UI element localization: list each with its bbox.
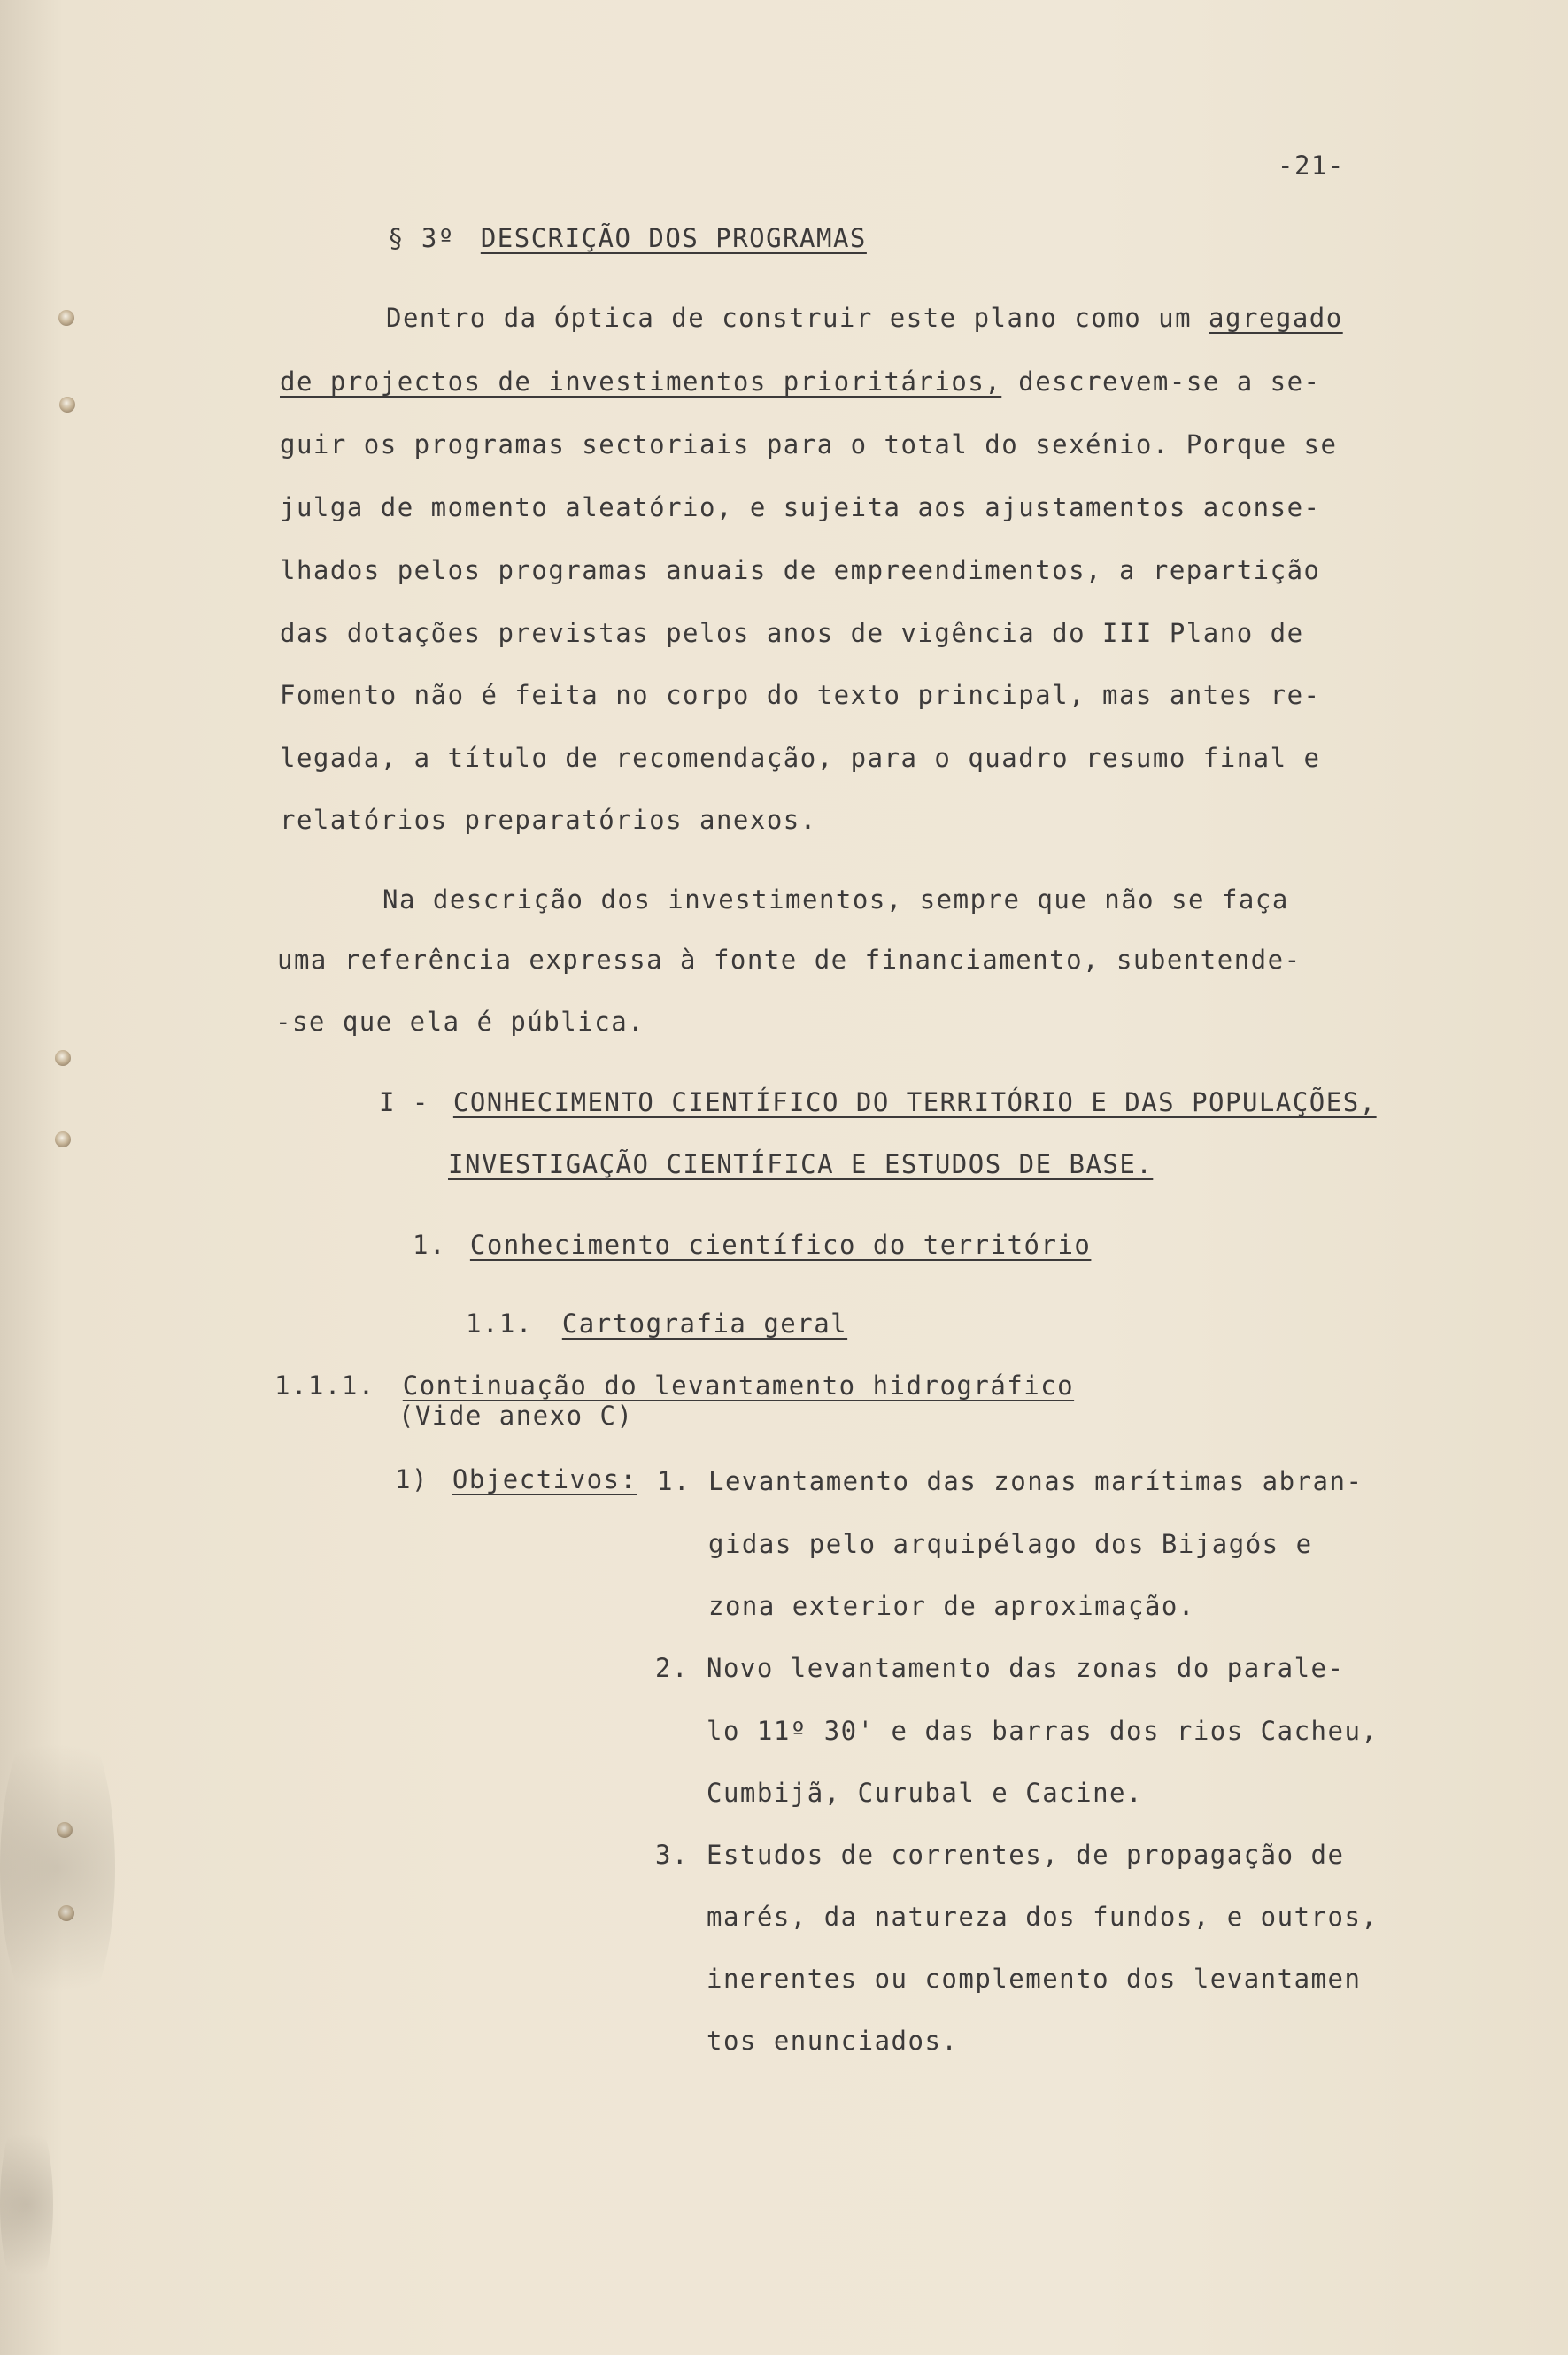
paragraph-line: -se que ela é pública.: [275, 1007, 645, 1037]
chapter-prefix: I -: [379, 1087, 429, 1117]
objective-line: marés, da natureza dos fundos, e outros,: [707, 1902, 1379, 1932]
objective-line: gidas pelo arquipélago dos Bijagós e: [708, 1529, 1313, 1559]
paragraph-line: Na descrição dos investimentos, sempre que não se faça: [382, 884, 1289, 915]
section-heading: [388, 223, 867, 253]
item-heading: [274, 1371, 1074, 1401]
item-note: (Vide anexo C): [398, 1401, 634, 1431]
subsection-number: 1.: [413, 1230, 446, 1260]
paragraph-line: [280, 367, 1321, 397]
objective-line: Estudos de correntes, de propagação de: [707, 1840, 1345, 1870]
item-number: 1.1.1.: [274, 1371, 375, 1401]
paragraph-line: julga de momento aleatório, e sujeita aos ajustamentos aconse-: [280, 492, 1321, 522]
chapter-title-continued: INVESTIGAÇÃO CIENTÍFICA E ESTUDOS DE BASE.: [448, 1149, 1154, 1179]
section-title: DESCRIÇÃO DOS PROGRAMAS: [480, 223, 867, 253]
section-prefix: § 3º: [388, 223, 455, 253]
objective-line: Levantamento das zonas marítimas abran-: [708, 1466, 1363, 1496]
binder-hole: [55, 1131, 71, 1147]
paragraph-line: legada, a título de recomendação, para o quadro resumo final e: [280, 743, 1321, 773]
chapter-title: CONHECIMENTO CIENTÍFICO DO TERRITÓRIO E DAS POPULAÇÕES,: [452, 1087, 1377, 1117]
paper-stain: [0, 2107, 53, 2302]
binder-hole: [58, 310, 74, 326]
paragraph-line: lhados pelos programas anuais de empreendimentos, a repartição: [280, 555, 1321, 585]
paragraph-text-underlined: de projectos de investimentos prioritários,: [280, 367, 1002, 397]
objectives-title: Objectivos:: [452, 1464, 637, 1494]
paragraph-text-underlined: agregado: [1209, 303, 1343, 333]
subsubsection-number: 1.1.: [466, 1309, 533, 1339]
objective-line: tos enunciados.: [707, 2026, 959, 2056]
subsubsection-title: Cartografia geral: [561, 1309, 848, 1339]
objective-line: zona exterior de aproximação.: [708, 1591, 1195, 1621]
paragraph-text: Dentro da óptica de construir este plano como um: [386, 303, 1193, 333]
binder-hole: [55, 1050, 71, 1066]
paragraph-line: [386, 303, 1343, 333]
objective-line: Cumbijã, Curubal e Cacine.: [707, 1778, 1143, 1808]
objective-number: 3.: [655, 1840, 689, 1870]
paper-stain: [0, 1700, 115, 2036]
objective-line: Novo levantamento das zonas do parale-: [707, 1653, 1345, 1683]
chapter-heading: [379, 1087, 1377, 1117]
objective-line: lo 11º 30' e das barras dos rios Cacheu,: [707, 1716, 1379, 1746]
objective-line: inerentes ou complemento dos levantamen: [707, 1964, 1362, 1994]
paragraph-line: guir os programas sectoriais para o total do sexénio. Porque se: [280, 429, 1338, 459]
paragraph-text: descrevem-se a se-: [1018, 367, 1321, 397]
subsubsection-heading: [466, 1309, 847, 1339]
binder-hole: [59, 397, 75, 413]
paragraph-line: das dotações previstas pelos anos de vigência do III Plano de: [280, 618, 1304, 648]
objective-number: 2.: [655, 1653, 689, 1683]
paragraph-line: uma referência expressa à fonte de financiamento, subentende-: [277, 945, 1302, 975]
paragraph-line: relatórios preparatórios anexos.: [280, 805, 817, 835]
page-number: -21-: [1278, 151, 1345, 181]
objectives-label: [395, 1464, 637, 1494]
objective-number: 1.: [657, 1466, 691, 1496]
item-title: Continuação do levantamento hidrográfico: [402, 1371, 1075, 1401]
paragraph-line: Fomento não é feita no corpo do texto principal, mas antes re-: [280, 680, 1321, 710]
subsection-heading: [413, 1230, 1091, 1260]
subsection-title: Conhecimento científico do território: [469, 1230, 1092, 1260]
objectives-number: 1): [395, 1464, 429, 1494]
